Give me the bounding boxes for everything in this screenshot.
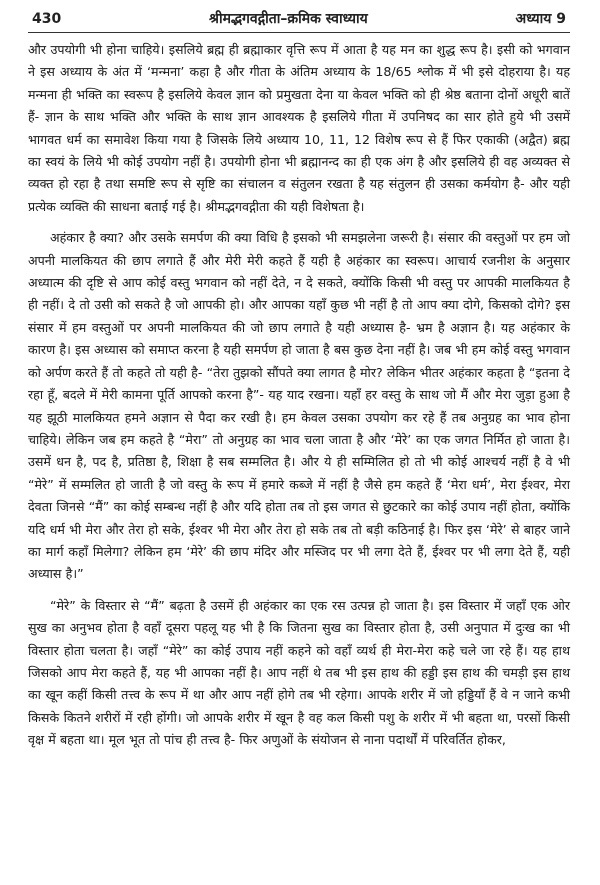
book-title: श्रीमद्भगवद्गीता–क्रमिक स्वाध्याय: [209, 11, 368, 27]
header-rule: [28, 32, 570, 33]
chapter-label: अध्याय 9: [515, 11, 566, 27]
page-body: [28, 39, 570, 752]
paragraph-ahankar: अहंकार है क्या? और उसके समर्पण की क्या विधि है इसको भी समझलेना जरूरी है। संसार की वस्तुओं पर हम जो अपनी मालकियत की छाप लगाते हैं और मेरी मेरी कहते हैं यही है अहंकार का स्वरूप। आचार्य रजनीश के अनुसार अध्यात्म की दृष्टि से आप कोई वस्तु भगवान को नहीं देते, न दे सकते, क्योंकि किसी भी वस्तु पर आपकी मालकियत है ही नहीं। दे तो उसी को सकते है जो आपकी हो। और आपका यहाँ कुछ भी नहीं है तो आप क्या दोगे, किसको दोगे? इस संसार में हम वस्तुओं पर अपनी मालकियत की जो छाप लगाते है यही अध्यास है- भ्रम है अज्ञान है। यह अहंकार के कारण है। इस अध्यास को समाप्त करना है यही समर्पण हो जाता है बस कुछ देना नहीं है। जब भी हम कोई वस्तु भगवान को अर्पण करते हैं तो कहते तो यही है- “तेरा तुझको सौंपते क्या लागत है मोर? लेकिन भीतर अहंकार कहता है “इतना दे रहा हूँ, बदले में मेरी कामना पूर्ति आपको करना है”- यह याद रखना। यहाँ हर वस्तु के साथ जो मैं और मेरा जुड़ा हुआ है यह झूठी मालकियत हमने अज्ञान से पैदा कर रखी है। हम केवल उसका उपयोग कर रहे हैं तब अनुग्रह का भाव होना चाहिये। लेकिन जब हम कहते है “मेरा” तो अनुग्रह का भाव चला जाता है और ‘मेरे’ का एक जगत निर्मित हो जाता है। उसमें धन है, पद है, प्रतिष्ठा है, शिक्षा है सब सम्मलित है। और ये ही सम्मिलित हो तो भी कोई आश्चर्य नहीं है वे भी “मेरे” में सम्मलित हो जाती है जो वस्तु के रूप में हमारे कब्जे में नहीं है जैसे हम कहते हैं ‘मेरा धर्म’, मेरा ईश्वर, मेरा देवता जिनसे “मैं” का कोई सम्बन्ध नहीं है और यदि होता तब तो इस जगत से छुटकारे का कोई उपाय नहीं होता, क्योंकि यदि धर्म भी मेरा और तेरा हो सके, ईश्वर भी मेरा और तेरा हो सके तब तो बड़ी कठिनाई है। फिर इस ‘मेरे’ से बाहर जाने का मार्ग कहाँ मिलेगा? लेकिन हम ‘मेरे’ की छाप मंदिर और मस्जिद पर भी लगा देते हैं, ईश्वर पर भी लगा देते हैं, यही अध्यास है।”: [28, 230, 570, 582]
paragraph-mere-vistar: “मेरे” के विस्तार से “मैं” बढ़ता है उसमें ही अहंकार का एक रस उत्पन्न हो जाता है। इस विस्तार में जहाँ एक ओर सुख का अनुभव होता है वहाँ दूसरा पहलू यह भी है कि जितना सुख का विस्तार होता है, उसी अनुपात में दुःख का भी विस्तार होता चलता है। जहाँ “मेरे” का कोई उपाय नहीं कहने को वहाँ व्यर्थ ही मेरा-मेरा कहे चले जा रहे हैं। यह हाथ जिसको आप मेरा कहते हैं, यह भी आपका नहीं है। आप नहीं थे तब भी इस हाथ की हड्डी इस हाथ की चमड़ी इस हाथ का खून कहीं किसी तत्त्व के रूप में था और आप नहीं होगे तब भी रहेगा। आपके शरीर में जो हड्डियाँ हैं वे न जाने कभी किसके कितने शरीरों में रही होंगी। जो आपके शरीर में खून है वह कल किसी पशु के शरीर में भी बहता था, परसों किसी वृक्ष में बहता था। मूल भूत तो पांच ही तत्त्व है- फिर अणुओं के संयोजन से नाना पदार्थों में परिवर्तित होकर,: [28, 597, 570, 748]
page-number: 430: [32, 11, 62, 27]
running-header: [28, 8, 570, 30]
paragraph-continued: और उपयोगी भी होना चाहिये। इसलिये ब्रह्म ही ब्रह्माकार वृत्ति रूप में आता है यह मन का शुद्ध रूप है। इसी को भगवान ने इस अध्याय के अंत में ‘मन्मना’ कहा है और गीता के अंतिम अध्याय के 18/65 श्लोक में भी इसे दोहराया है। यह मन्मना ही भक्ति का स्वरूप है इसलिये केवल ज्ञान को प्रमुखता देना या केवल भक्ति को ही श्रेष्ठ बताना दोनों अधूरी बातें हैं- ज्ञान के साथ भक्ति और भक्ति के साथ ज्ञान आवश्यक है इसलिये गीता में उपनिषद का सार होते हुये भी उसमें भागवत धर्म का समावेश किया गया है जिसके लिये अध्याय 10, 11, 12 विशेष रूप से हैं फिर एकाकी (अद्वैत) ब्रह्म का स्वयं के लिये भी कोई उपयोग नहीं है। उपयोगी होना भी ब्रह्मानन्द का ही एक अंग है और इसलिये ही वह अव्यक्त से व्यक्त हो रहा है तथा समष्टि रूप से सृष्टि का संचालन व संतुलन रखता है यह संतुलन ही उसका कर्मयोग है- और यही प्रत्येक व्यक्ति की साधना बताई गई है। श्रीमद्भगवद्गीता की यही विशेषता है।: [28, 42, 570, 214]
